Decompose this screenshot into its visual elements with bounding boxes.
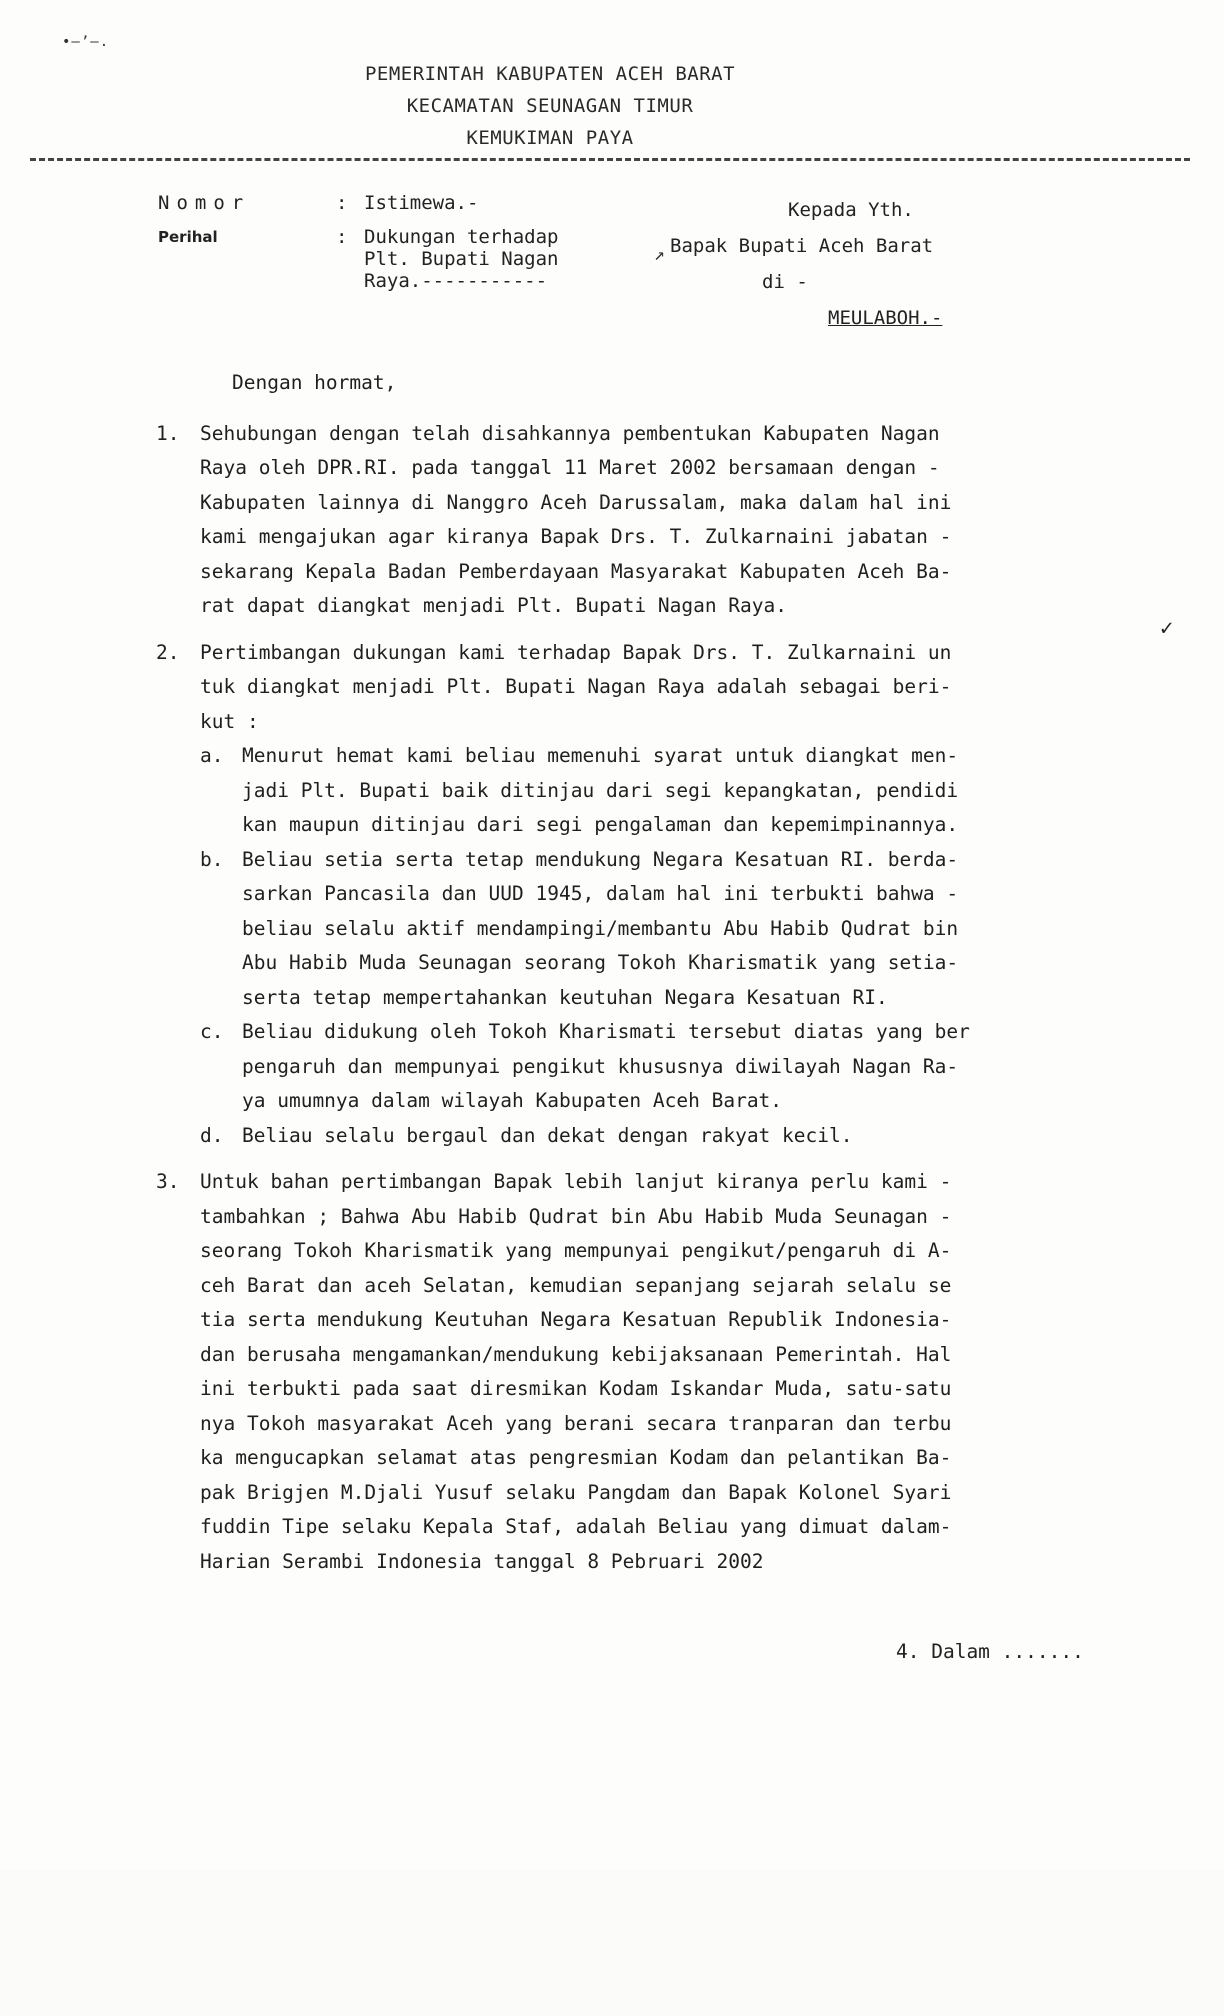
sub-item-text bbox=[242, 1015, 1130, 1119]
paragraph-1 bbox=[150, 417, 1140, 624]
check-mark-icon: ✓ bbox=[1160, 616, 1174, 641]
text-line: kan maupun ditinjau dari segi pengalaman dan kepemimpinannya. bbox=[242, 813, 959, 836]
text-line: sekarang Kepala Badan Pemberdayaan Masyarakat Kabupaten Aceh Ba- bbox=[200, 559, 952, 583]
address-line-2: Bapak Bupati Aceh Barat bbox=[670, 235, 934, 257]
text-line: ceh Barat dan aceh Selatan, kemudian sepanjang sejarah selalu se bbox=[200, 1273, 952, 1297]
sub-item-b bbox=[200, 843, 1140, 1016]
letterhead bbox=[300, 58, 800, 154]
text-line: pak Brigjen M.Djali Yusuf selaku Pangdam dan Bapak Kolonel Syari bbox=[200, 1480, 952, 1504]
sub-item-text bbox=[242, 739, 1130, 843]
text-line: Beliau selalu bergaul dan dekat dengan rakyat kecil. bbox=[242, 1123, 853, 1147]
sub-item-letter: a. bbox=[200, 744, 224, 767]
sub-item-d bbox=[200, 1119, 1140, 1154]
sub-item-text bbox=[242, 843, 1130, 1016]
nomor-colon: : bbox=[336, 192, 348, 214]
perihal-line-2: Plt. Bupati Nagan bbox=[364, 248, 559, 270]
text-line: Menurut hemat kami beliau memenuhi syarat untuk diangkat men- bbox=[242, 744, 959, 767]
text-line: dan berusaha mengamankan/mendukung kebijaksanaan Pemerintah. Hal bbox=[200, 1342, 952, 1366]
text-line: rat dapat diangkat menjadi Plt. Bupati Nagan Raya. bbox=[200, 594, 787, 617]
perihal-label: Perihal bbox=[158, 228, 218, 246]
letterhead-divider bbox=[30, 158, 1190, 161]
text-line: ini terbukti pada saat diresmikan Kodam Iskandar Muda, satu-satu bbox=[200, 1377, 952, 1400]
perihal-value bbox=[364, 226, 624, 292]
text-line: Pertimbangan dukungan kami terhadap Bapak Drs. T. Zulkarnaini un bbox=[200, 640, 952, 664]
sub-item-a bbox=[200, 739, 1140, 843]
letterhead-line-3: KEMUKIMAN PAYA bbox=[466, 127, 634, 149]
paragraph-2-text bbox=[200, 636, 1180, 740]
text-line: tambahkan ; Bahwa Abu Habib Qudrat bin Abu Habib Muda Seunagan - bbox=[200, 1204, 952, 1228]
letterhead-line-2: KECAMATAN SEUNAGAN TIMUR bbox=[406, 95, 694, 117]
text-line: Untuk bahan pertimbangan Bapak lebih lanjut kiranya perlu kami - bbox=[200, 1170, 952, 1193]
text-line: jadi Plt. Bupati baik ditinjau dari segi kepangkatan, pendidi bbox=[242, 778, 959, 802]
address-line-1: Kepada Yth. bbox=[788, 199, 914, 221]
corner-mark: •—ʼ—. bbox=[62, 34, 110, 50]
sub-item-c bbox=[200, 1015, 1140, 1119]
arrow-mark-icon: ↗ bbox=[654, 244, 665, 265]
text-line: Kabupaten lainnya di Nanggro Aceh Darussalam, maka dalam hal ini bbox=[200, 490, 952, 514]
address-line-3: di - bbox=[762, 271, 808, 293]
continuation-marker: 4. Dalam ....... bbox=[896, 1640, 1084, 1663]
address-line-4: MEULABOH.- bbox=[828, 307, 943, 329]
text-line: ya umumnya dalam wilayah Kabupaten Aceh Barat. bbox=[242, 1089, 783, 1112]
text-line: Sehubungan dengan telah disahkannya pembentukan Kabupaten Nagan bbox=[200, 421, 940, 445]
text-line: Beliau setia serta tetap mendukung Negara Kesatuan RI. berda- bbox=[242, 847, 959, 871]
letter-body bbox=[150, 366, 1140, 1591]
text-line: sarkan Pancasila dan UUD 1945, dalam hal ini terbukti bahwa - bbox=[242, 882, 959, 905]
sub-item-letter: c. bbox=[200, 1020, 224, 1043]
letterhead-line-1: PEMERINTAH KABUPATEN ACEH BARAT bbox=[364, 63, 736, 85]
perihal-colon: : bbox=[336, 226, 348, 248]
text-line: Abu Habib Muda Seunagan seorang Tokoh Kharismatik yang setia- bbox=[242, 951, 959, 974]
text-line: kami mengajukan agar kiranya Bapak Drs. T. Zulkarnaini jabatan - bbox=[200, 525, 952, 548]
paragraph-2-number: 2. bbox=[156, 640, 180, 664]
text-line: Harian Serambi Indonesia tanggal 8 Pebruari 2002 bbox=[200, 1549, 764, 1573]
text-line: nya Tokoh masyarakat Aceh yang berani secara tranparan dan terbu bbox=[200, 1411, 952, 1435]
paragraph-1-text bbox=[200, 417, 1180, 624]
text-line: Raya oleh DPR.RI. pada tanggal 11 Maret 2002 bersamaan dengan - bbox=[200, 456, 940, 479]
paragraph-3-number: 3. bbox=[156, 1170, 180, 1193]
text-line: beliau selalu aktif mendampingi/membantu Abu Habib Qudrat bin bbox=[242, 916, 959, 940]
text-line: pengaruh dan mempunyai pengikut khususnya diwilayah Nagan Ra- bbox=[242, 1054, 959, 1078]
recipient-address bbox=[670, 192, 1010, 336]
paragraph-3-text bbox=[200, 1165, 1180, 1579]
sub-item-text bbox=[242, 1119, 1130, 1154]
text-line: tia serta mendukung Keutuhan Negara Kesatuan Republik Indonesia- bbox=[200, 1308, 952, 1331]
text-line: fuddin Tipe selaku Kepala Staf, adalah Beliau yang dimuat dalam- bbox=[200, 1515, 952, 1538]
greeting: Dengan hormat, bbox=[232, 371, 397, 394]
paragraph-1-number: 1. bbox=[156, 421, 180, 445]
text-line: ka mengucapkan selamat atas pengresmian Kodam dan pelantikan Ba- bbox=[200, 1446, 952, 1469]
perihal-line-3: Raya.----------- bbox=[364, 270, 548, 292]
page-bottom-margin bbox=[0, 1870, 1224, 2016]
nomor-value: Istimewa.- bbox=[364, 192, 479, 214]
nomor-label: Nomor bbox=[158, 192, 251, 214]
text-line: tuk diangkat menjadi Plt. Bupati Nagan Raya adalah sebagai beri- bbox=[200, 675, 952, 698]
text-line: serta tetap mempertahankan keutuhan Negara Kesatuan RI. bbox=[242, 985, 888, 1009]
text-line: seorang Tokoh Kharismatik yang mempunyai pengikut/pengaruh di A- bbox=[200, 1239, 952, 1262]
text-line: kut : bbox=[200, 709, 259, 733]
perihal-line-1: Dukungan terhadap bbox=[364, 226, 559, 248]
paragraph-3 bbox=[150, 1165, 1140, 1579]
sub-item-letter: d. bbox=[200, 1123, 224, 1147]
sub-item-letter: b. bbox=[200, 847, 224, 871]
text-line: Beliau didukung oleh Tokoh Kharismati tersebut diatas yang ber bbox=[242, 1020, 970, 1043]
paragraph-2 bbox=[150, 636, 1140, 1154]
